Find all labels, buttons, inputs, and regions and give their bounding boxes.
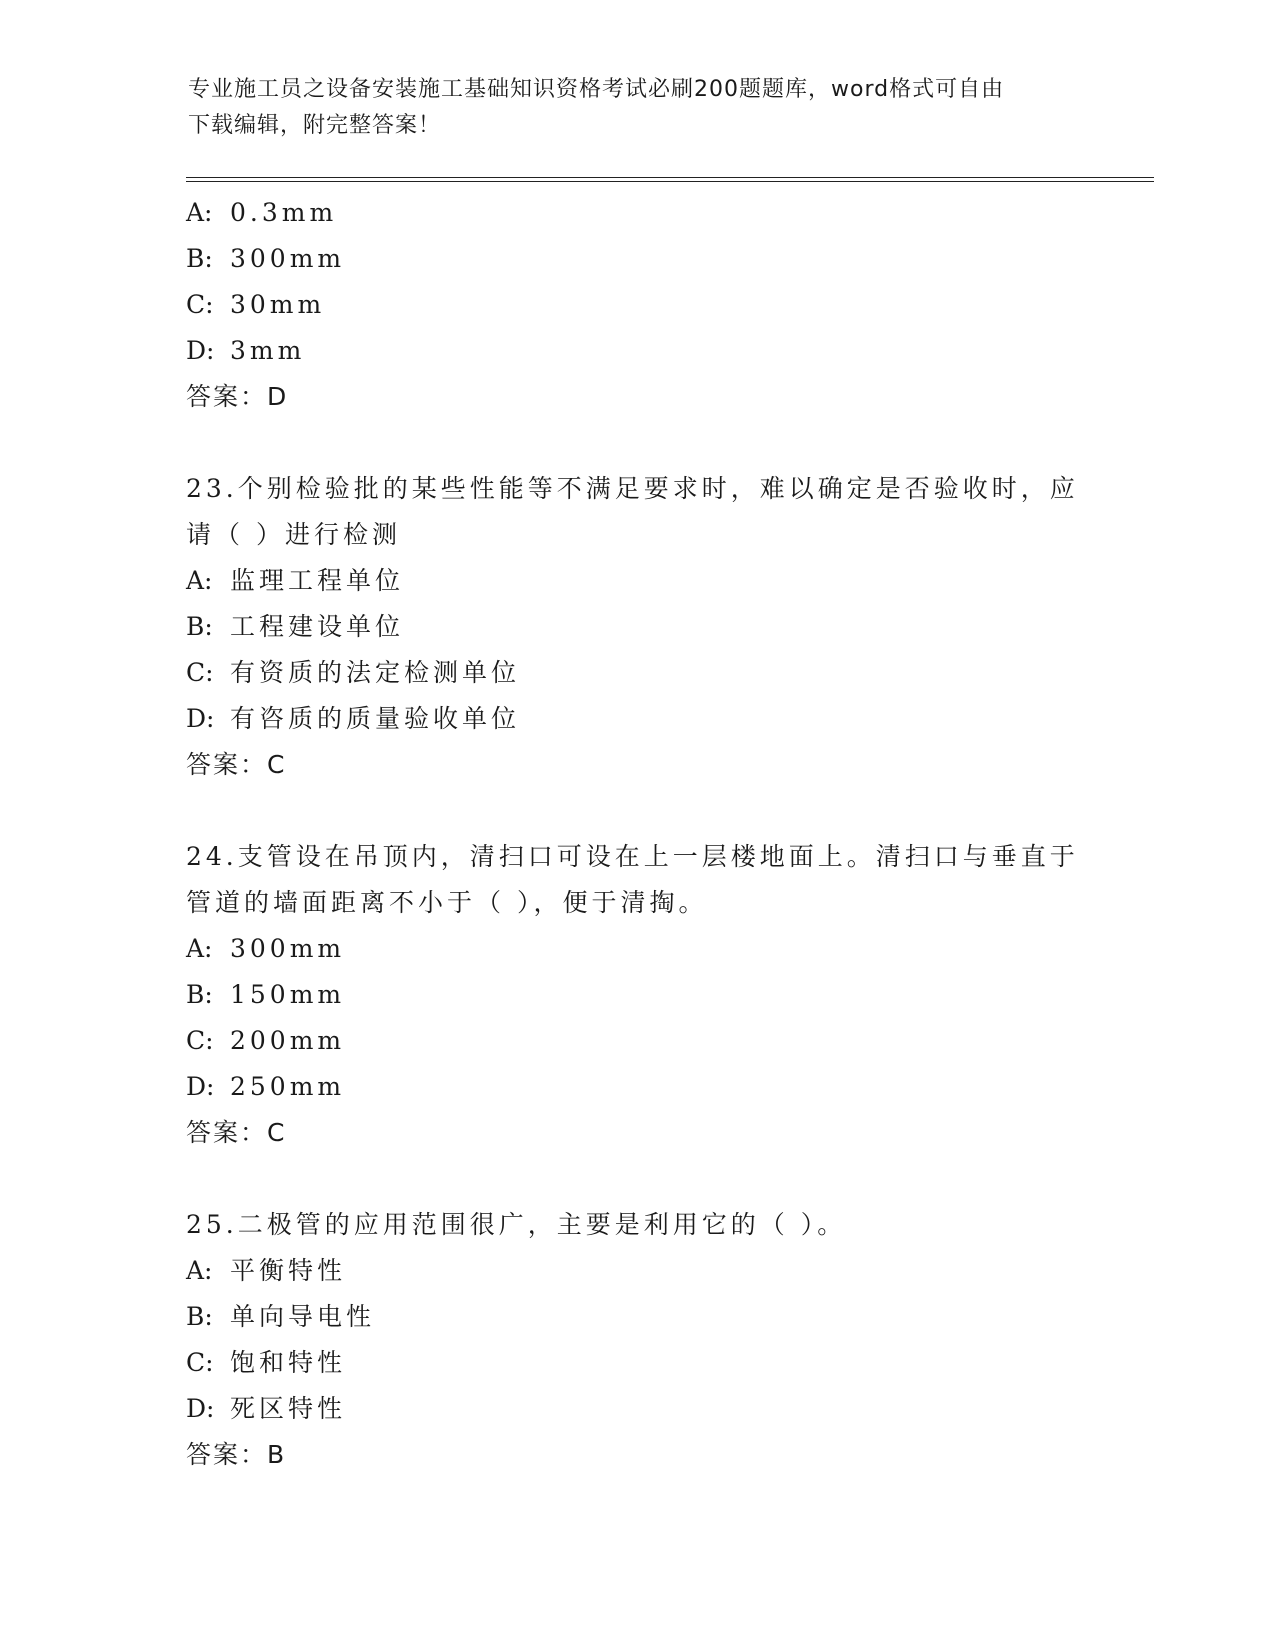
header-divider-top [186, 177, 1154, 178]
option-label: D: [186, 336, 215, 365]
question-text-line-1: 23.个别检验批的某些性能等不满足要求时，难以确定是否验收时，应 [186, 474, 1079, 503]
option-text: 0.3mm [230, 198, 338, 227]
option-b [186, 1294, 1086, 1340]
option-b [186, 236, 1086, 282]
option-text: 30mm [230, 290, 326, 319]
option-c [186, 1340, 1086, 1386]
option-text: 3mm [230, 336, 306, 365]
option-label: C: [186, 658, 214, 687]
option-label: B: [186, 612, 213, 641]
option-text: 200mm [230, 1026, 346, 1055]
question-text-line-1: 25.二极管的应用范围很广，主要是利用它的（ ）。 [186, 1210, 847, 1239]
option-b [186, 604, 1086, 650]
answer-line: 答案：C [186, 750, 287, 779]
answer-line: 答案：B [186, 1440, 287, 1469]
option-c [186, 650, 1086, 696]
option-a [186, 190, 1086, 236]
option-a [186, 558, 1086, 604]
option-label: A: [186, 934, 213, 963]
question-24 [186, 834, 1086, 1156]
question-text-line-2: 管道的墙面距离不小于（ ），便于清掏。 [186, 888, 708, 917]
option-c [186, 1018, 1086, 1064]
option-b [186, 972, 1086, 1018]
question-text-line-1: 24.支管设在吊顶内，清扫口可设在上一层楼地面上。清扫口与垂直于 [186, 842, 1079, 871]
option-a [186, 1248, 1086, 1294]
option-label: D: [186, 1072, 215, 1101]
header-line-2: 下载编辑，附完整答案！ [188, 113, 442, 138]
question-23 [186, 466, 1086, 788]
question-list [186, 190, 1086, 1478]
option-d [186, 328, 1086, 374]
option-text: 死区特性 [230, 1394, 347, 1423]
option-label: A: [186, 198, 213, 227]
option-label: C: [186, 1026, 214, 1055]
option-d [186, 1386, 1086, 1432]
option-label: C: [186, 1348, 214, 1377]
option-text: 有资质的法定检测单位 [230, 658, 521, 687]
option-label: C: [186, 290, 214, 319]
option-label: B: [186, 1302, 213, 1331]
option-text: 饱和特性 [230, 1348, 347, 1377]
option-label: D: [186, 1394, 215, 1423]
option-label: B: [186, 244, 213, 273]
option-text: 300mm [230, 244, 346, 273]
header-line-1: 专业施工员之设备安装施工基础知识资格考试必刷200题题库，word格式可自由 [188, 77, 1005, 102]
option-text: 监理工程单位 [230, 566, 405, 595]
option-text: 有咨质的质量验收单位 [230, 704, 521, 733]
option-text: 单向导电性 [230, 1302, 376, 1331]
option-d [186, 696, 1086, 742]
header-divider-bottom [186, 181, 1154, 182]
option-text: 300mm [230, 934, 346, 963]
answer-line: 答案：D [186, 382, 289, 411]
option-a [186, 926, 1086, 972]
option-label: A: [186, 1256, 213, 1285]
question-text-line-2: 请（ ）进行检测 [186, 520, 401, 549]
option-label: B: [186, 980, 213, 1009]
option-d [186, 1064, 1086, 1110]
option-text: 150mm [230, 980, 346, 1009]
question-22 [186, 190, 1086, 420]
option-text: 250mm [230, 1072, 346, 1101]
option-c [186, 282, 1086, 328]
document-header [188, 72, 1068, 144]
option-text: 工程建设单位 [230, 612, 405, 641]
option-label: A: [186, 566, 213, 595]
question-25 [186, 1202, 1086, 1478]
answer-line: 答案：C [186, 1118, 287, 1147]
option-label: D: [186, 704, 215, 733]
option-text: 平衡特性 [230, 1256, 347, 1285]
